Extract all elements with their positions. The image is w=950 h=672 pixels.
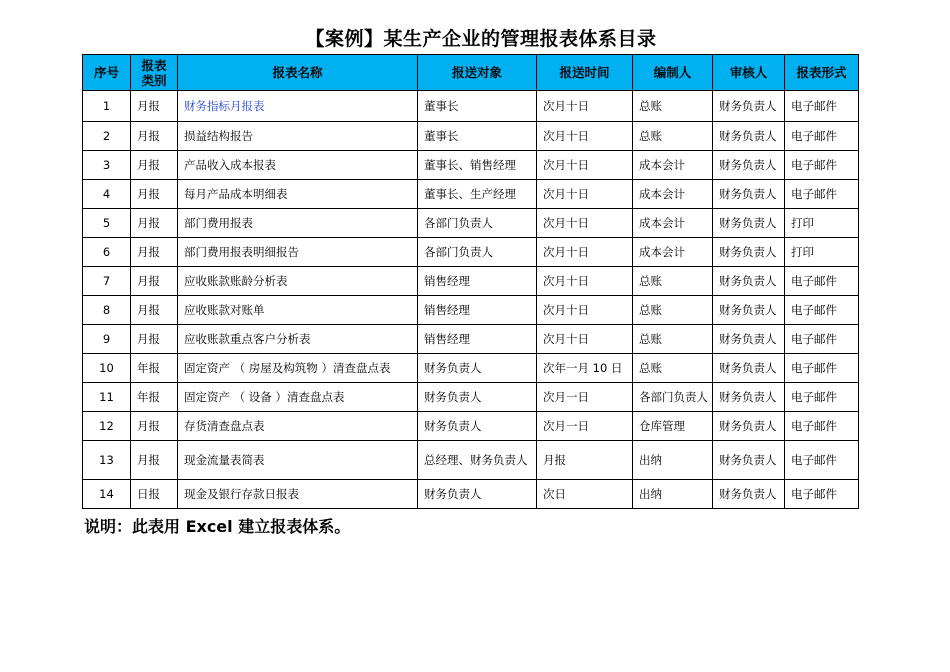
cell-preparer: 成本会计	[633, 151, 713, 180]
cell-reviewer: 财务负责人	[713, 383, 785, 412]
cell-send-time: 次月十日	[537, 151, 633, 180]
cell-send-time: 次月十日	[537, 325, 633, 354]
header-reviewer: 审核人	[713, 55, 785, 91]
table-row	[83, 91, 859, 122]
cell-report-name: 现金流量表简表	[178, 441, 418, 480]
cell-category: 年报	[131, 383, 178, 412]
cell-format: 打印	[785, 238, 859, 267]
table-row	[83, 122, 859, 151]
cell-preparer: 成本会计	[633, 209, 713, 238]
table-row	[83, 480, 859, 509]
table-row	[83, 238, 859, 267]
cell-send-time: 次月一日	[537, 383, 633, 412]
cell-send-time: 次月十日	[537, 180, 633, 209]
header-format: 报表形式	[785, 55, 859, 91]
cell-index: 8	[83, 296, 131, 325]
table-row	[83, 296, 859, 325]
header-recipient: 报送对象	[418, 55, 537, 91]
cell-reviewer: 财务负责人	[713, 480, 785, 509]
cell-index: 5	[83, 209, 131, 238]
cell-index: 13	[83, 441, 131, 480]
cell-report-name: 应收账款账龄分析表	[178, 267, 418, 296]
cell-recipient: 销售经理	[418, 296, 537, 325]
cell-reviewer: 财务负责人	[713, 91, 785, 122]
cell-index: 2	[83, 122, 131, 151]
cell-format: 电子邮件	[785, 480, 859, 509]
cell-recipient: 董事长	[418, 122, 537, 151]
cell-report-name: 损益结构报告	[178, 122, 418, 151]
cell-format: 电子邮件	[785, 267, 859, 296]
cell-index: 11	[83, 383, 131, 412]
cell-category: 月报	[131, 325, 178, 354]
cell-format: 电子邮件	[785, 122, 859, 151]
cell-preparer: 总账	[633, 267, 713, 296]
cell-reviewer: 财务负责人	[713, 238, 785, 267]
header-category: 报表类别	[131, 55, 178, 91]
cell-reviewer: 财务负责人	[713, 441, 785, 480]
cell-report-name: 现金及银行存款日报表	[178, 480, 418, 509]
cell-index: 12	[83, 412, 131, 441]
header-report-name: 报表名称	[178, 55, 418, 91]
cell-reviewer: 财务负责人	[713, 209, 785, 238]
cell-recipient: 财务负责人	[418, 412, 537, 441]
table-row	[83, 412, 859, 441]
cell-format: 电子邮件	[785, 296, 859, 325]
cell-reviewer: 财务负责人	[713, 296, 785, 325]
cell-index: 4	[83, 180, 131, 209]
cell-reviewer: 财务负责人	[713, 180, 785, 209]
cell-send-time: 次年一月 10 日	[537, 354, 633, 383]
cell-category: 年报	[131, 354, 178, 383]
cell-recipient: 销售经理	[418, 267, 537, 296]
header-index: 序号	[83, 55, 131, 91]
cell-index: 10	[83, 354, 131, 383]
cell-index: 14	[83, 480, 131, 509]
table-row	[83, 325, 859, 354]
cell-format: 电子邮件	[785, 441, 859, 480]
cell-recipient: 董事长	[418, 91, 537, 122]
cell-preparer: 各部门负责人	[633, 383, 713, 412]
cell-category: 月报	[131, 441, 178, 480]
cell-format: 打印	[785, 209, 859, 238]
cell-preparer: 总账	[633, 296, 713, 325]
cell-preparer: 总账	[633, 122, 713, 151]
table-row	[83, 209, 859, 238]
cell-preparer: 出纳	[633, 480, 713, 509]
cell-report-name: 每月产品成本明细表	[178, 180, 418, 209]
cell-report-name[interactable]: 财务指标月报表	[178, 91, 418, 122]
cell-format: 电子邮件	[785, 383, 859, 412]
cell-reviewer: 财务负责人	[713, 354, 785, 383]
cell-preparer: 总账	[633, 354, 713, 383]
cell-report-name: 应收账款对账单	[178, 296, 418, 325]
cell-recipient: 财务负责人	[418, 383, 537, 412]
table-header-row	[83, 55, 859, 91]
report-table	[82, 54, 859, 509]
cell-index: 6	[83, 238, 131, 267]
table-row	[83, 151, 859, 180]
cell-reviewer: 财务负责人	[713, 325, 785, 354]
table-row	[83, 354, 859, 383]
cell-category: 月报	[131, 238, 178, 267]
cell-recipient: 财务负责人	[418, 480, 537, 509]
cell-send-time: 次月十日	[537, 267, 633, 296]
cell-format: 电子邮件	[785, 151, 859, 180]
cell-recipient: 各部门负责人	[418, 209, 537, 238]
cell-preparer: 成本会计	[633, 238, 713, 267]
cell-format: 电子邮件	[785, 354, 859, 383]
cell-preparer: 总账	[633, 325, 713, 354]
cell-format: 电子邮件	[785, 412, 859, 441]
cell-category: 月报	[131, 151, 178, 180]
header-send-time: 报送时间	[537, 55, 633, 91]
cell-index: 9	[83, 325, 131, 354]
cell-index: 1	[83, 91, 131, 122]
table-body	[83, 91, 859, 509]
cell-report-name: 固定资产 （ 房屋及构筑物 ）清查盘点表	[178, 354, 418, 383]
header-preparer: 编制人	[633, 55, 713, 91]
cell-recipient: 董事长、销售经理	[418, 151, 537, 180]
table-row	[83, 267, 859, 296]
cell-preparer: 仓库管理	[633, 412, 713, 441]
cell-send-time: 次月十日	[537, 122, 633, 151]
cell-category: 月报	[131, 91, 178, 122]
cell-preparer: 出纳	[633, 441, 713, 480]
cell-format: 电子邮件	[785, 180, 859, 209]
cell-report-name: 产品收入成本报表	[178, 151, 418, 180]
cell-send-time: 次月十日	[537, 238, 633, 267]
cell-index: 3	[83, 151, 131, 180]
cell-send-time: 次月十日	[537, 209, 633, 238]
cell-reviewer: 财务负责人	[713, 267, 785, 296]
page-title: 【案例】某生产企业的管理报表体系目录	[305, 28, 657, 50]
cell-preparer: 总账	[633, 91, 713, 122]
cell-recipient: 董事长、生产经理	[418, 180, 537, 209]
cell-format: 电子邮件	[785, 325, 859, 354]
table-row	[83, 441, 859, 480]
cell-send-time: 次月十日	[537, 91, 633, 122]
cell-category: 月报	[131, 122, 178, 151]
cell-format: 电子邮件	[785, 91, 859, 122]
cell-category: 月报	[131, 180, 178, 209]
cell-reviewer: 财务负责人	[713, 412, 785, 441]
cell-category: 月报	[131, 296, 178, 325]
cell-send-time: 次日	[537, 480, 633, 509]
cell-index: 7	[83, 267, 131, 296]
cell-category: 月报	[131, 209, 178, 238]
cell-reviewer: 财务负责人	[713, 151, 785, 180]
cell-recipient: 各部门负责人	[418, 238, 537, 267]
cell-recipient: 销售经理	[418, 325, 537, 354]
cell-recipient: 财务负责人	[418, 354, 537, 383]
cell-category: 日报	[131, 480, 178, 509]
cell-report-name: 应收账款重点客户分析表	[178, 325, 418, 354]
note-text: 说明：此表用 Excel 建立报表体系。	[84, 517, 351, 536]
cell-send-time: 次月一日	[537, 412, 633, 441]
cell-reviewer: 财务负责人	[713, 122, 785, 151]
cell-report-name: 部门费用报表	[178, 209, 418, 238]
cell-category: 月报	[131, 412, 178, 441]
cell-preparer: 成本会计	[633, 180, 713, 209]
table-row	[83, 383, 859, 412]
table-row	[83, 180, 859, 209]
cell-category: 月报	[131, 267, 178, 296]
cell-send-time: 月报	[537, 441, 633, 480]
cell-report-name: 固定资产 （ 设备 ）清查盘点表	[178, 383, 418, 412]
cell-report-name: 部门费用报表明细报告	[178, 238, 418, 267]
cell-recipient: 总经理、财务负责人	[418, 441, 537, 480]
cell-report-name: 存货清查盘点表	[178, 412, 418, 441]
cell-send-time: 次月十日	[537, 296, 633, 325]
